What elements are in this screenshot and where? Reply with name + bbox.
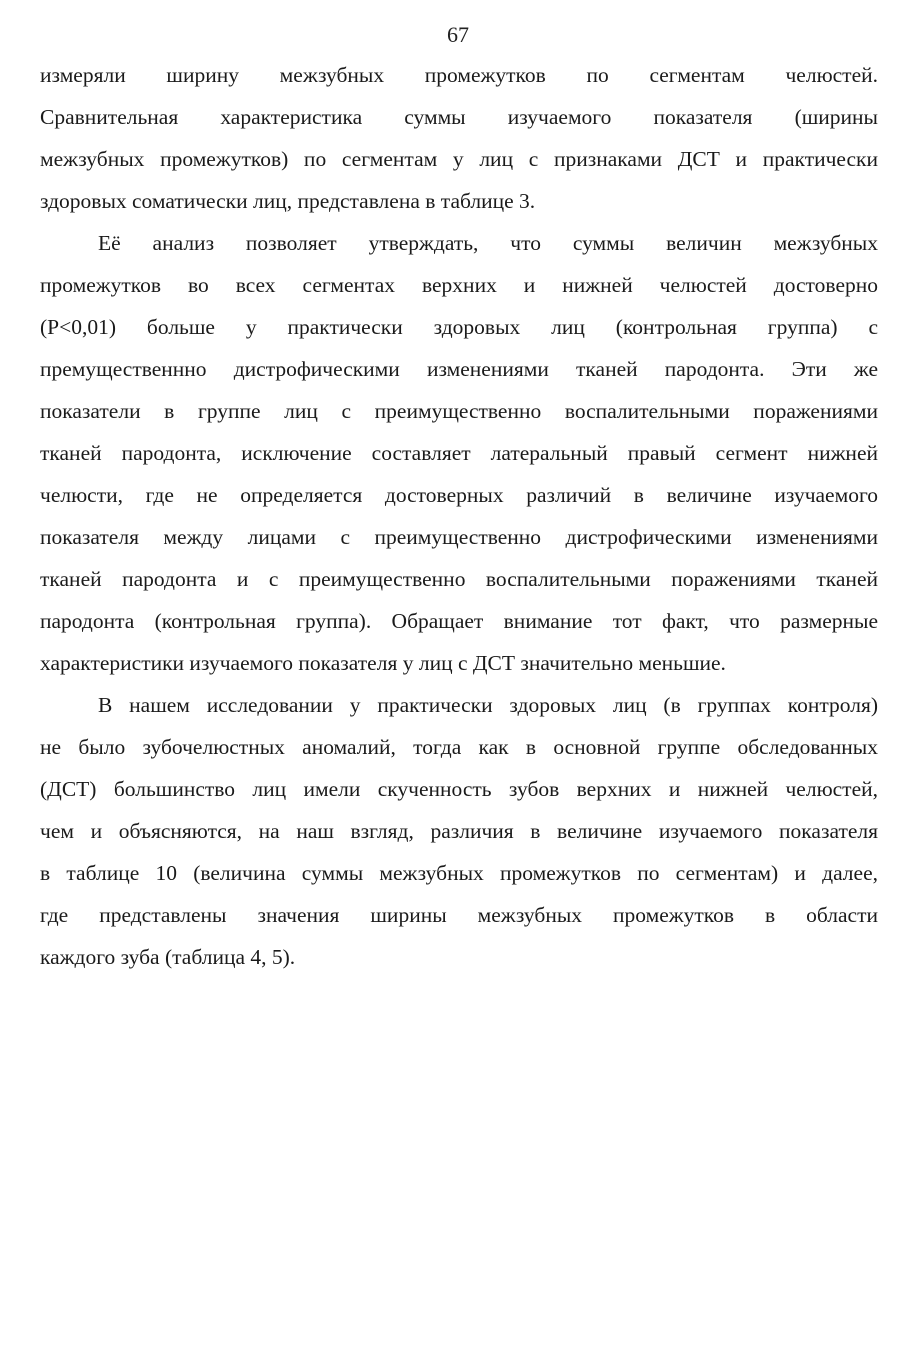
page-number: 67	[447, 22, 469, 47]
text-line: чем и объясняются, на наш взгляд, различия в величине изучаемого показателя	[40, 819, 878, 843]
text-line: характеристики изучаемого показателя у лиц с ДСТ значительно меньшие.	[40, 651, 726, 675]
paragraph-3	[40, 684, 878, 978]
text-line: межзубных промежутков) по сегментам у лиц с признаками ДСТ и практически	[40, 147, 878, 171]
text-line: В нашем исследовании у практически здоровых лиц (в группах контроля)	[98, 693, 878, 717]
text-line: челюсти, где не определяется достоверных различий в величине изучаемого	[40, 483, 878, 507]
text-line: Её анализ позволяет утверждать, что суммы величин межзубных	[98, 231, 878, 255]
text-line: в таблице 10 (величина суммы межзубных промежутков по сегментам) и далее,	[40, 861, 878, 885]
body-text	[40, 54, 878, 978]
text-line: не было зубочелюстных аномалий, тогда как в основной группе обследованных	[40, 735, 878, 759]
text-line: где представлены значения ширины межзубных промежутков в области	[40, 903, 878, 927]
text-line: (Р<0,01) больше у практически здоровых лиц (контрольная группа) с	[40, 315, 878, 339]
text-line: здоровых соматически лиц, представлена в таблице 3.	[40, 189, 536, 213]
text-line: каждого зуба (таблица 4, 5).	[40, 945, 296, 969]
paragraph-1	[40, 54, 878, 222]
text-line: премущественнно дистрофическими изменениями тканей пародонта. Эти же	[40, 357, 878, 381]
text-line: показателя между лицами с преимущественно дистрофическими изменениями	[40, 525, 878, 549]
paragraph-2	[40, 222, 878, 684]
text-line: тканей пародонта и с преимущественно воспалительными поражениями тканей	[40, 567, 878, 591]
text-line: показатели в группе лиц с преимущественно воспалительными поражениями	[40, 399, 878, 423]
text-line: измеряли ширину межзубных промежутков по сегментам челюстей.	[40, 63, 878, 87]
text-line: промежутков во всех сегментах верхних и нижней челюстей достоверно	[40, 273, 878, 297]
text-line: Сравнительная характеристика суммы изучаемого показателя (ширины	[40, 105, 878, 129]
text-line: пародонта (контрольная группа). Обращает внимание тот факт, что размерные	[40, 609, 878, 633]
text-line: тканей пародонта, исключение составляет латеральный правый сегмент нижней	[40, 441, 878, 465]
text-line: (ДСТ) большинство лиц имели скученность зубов верхних и нижней челюстей,	[40, 777, 878, 801]
